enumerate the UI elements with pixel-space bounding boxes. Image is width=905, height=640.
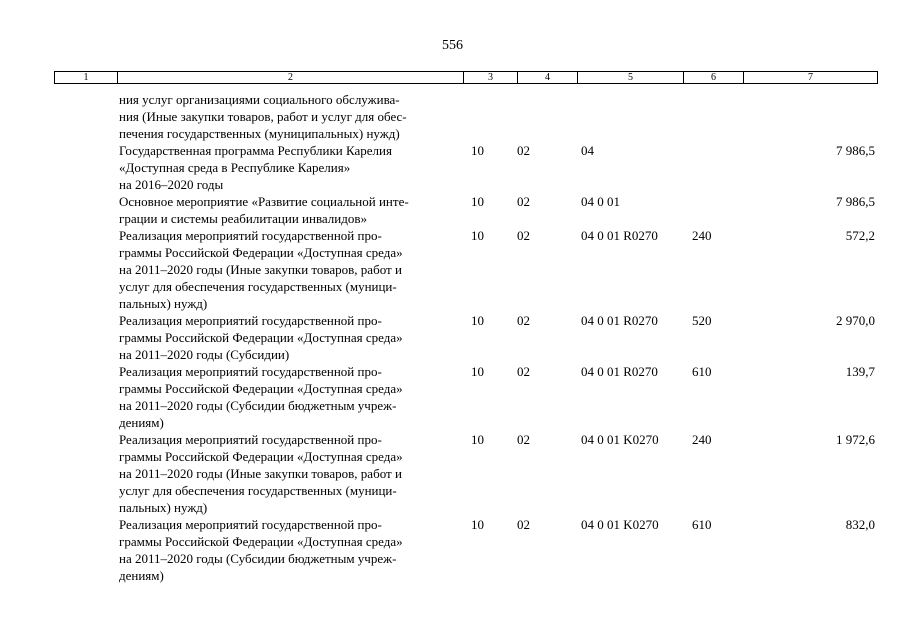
header-cell-2: 2 [117, 72, 463, 83]
row-amount: 2 970,0 [836, 313, 875, 328]
row-expense-type: 610 [692, 364, 712, 379]
row-section: 10 [471, 143, 484, 158]
table-row [0, 91, 905, 142]
row-section: 10 [471, 432, 484, 447]
row-subsection: 02 [517, 517, 530, 532]
row-target-code: 04 0 01 K0270 [581, 432, 659, 447]
row-target-code: 04 0 01 R0270 [581, 313, 658, 328]
row-expense-type: 240 [692, 432, 712, 447]
row-target-code: 04 0 01 K0270 [581, 517, 659, 532]
row-section: 10 [471, 364, 484, 379]
row-description: Реализация мероприятий государственной про- граммы Российской Федерации «Доступная среда» на 2011–2020 годы (Субсидии) [119, 313, 403, 362]
table-row [0, 363, 905, 431]
table-header [54, 71, 878, 84]
header-cell-3: 3 [463, 72, 517, 83]
header-cell-7: 7 [743, 72, 877, 83]
row-target-code: 04 0 01 R0270 [581, 364, 658, 379]
row-subsection: 02 [517, 432, 530, 447]
row-target-code: 04 [581, 143, 594, 158]
row-section: 10 [471, 194, 484, 209]
row-amount: 7 986,5 [836, 194, 875, 209]
row-description: Реализация мероприятий государственной про- граммы Российской Федерации «Доступная среда» на 2011–2020 годы (Иные закупки товаров, работ и услуг для обеспечения государственных (муници- пальных) нужд) [119, 432, 403, 515]
row-amount: 139,7 [845, 364, 875, 379]
row-expense-type: 520 [692, 313, 712, 328]
page-number: 556 [442, 38, 463, 53]
row-description: ния услуг организациями социального обслужива- ния (Иные закупки товаров, работ и услуг для обес- печения государственных (муниципальных) нужд) [119, 92, 407, 141]
table-row [0, 431, 905, 516]
row-amount: 572,2 [845, 228, 875, 243]
row-subsection: 02 [517, 364, 530, 379]
table-row [0, 142, 905, 193]
table-row [0, 312, 905, 363]
row-description: Реализация мероприятий государственной про- граммы Российской Федерации «Доступная среда» на 2011–2020 годы (Субсидии бюджетным учреж- дениям) [119, 364, 403, 430]
table-body [0, 91, 905, 584]
row-expense-type: 610 [692, 517, 712, 532]
header-cell-5: 5 [577, 72, 683, 83]
row-description: Основное мероприятие «Развитие социальной инте- грации и системы реабилитации инвалидов» [119, 194, 409, 226]
header-cell-6: 6 [683, 72, 743, 83]
row-expense-type: 240 [692, 228, 712, 243]
row-section: 10 [471, 228, 484, 243]
row-section: 10 [471, 313, 484, 328]
row-amount: 1 972,6 [836, 432, 875, 447]
table-row [0, 193, 905, 227]
table-row [0, 516, 905, 584]
row-amount: 7 986,5 [836, 143, 875, 158]
row-description: Реализация мероприятий государственной про- граммы Российской Федерации «Доступная среда» на 2011–2020 годы (Субсидии бюджетным учреж- дениям) [119, 517, 403, 583]
row-amount: 832,0 [845, 517, 875, 532]
header-cell-4: 4 [517, 72, 577, 83]
row-description: Государственная программа Республики Карелия «Доступная среда в Республике Карелия» на 2016–2020 годы [119, 143, 392, 192]
row-subsection: 02 [517, 143, 530, 158]
table-row [0, 227, 905, 312]
row-subsection: 02 [517, 313, 530, 328]
header-cell-1: 1 [83, 72, 89, 83]
row-subsection: 02 [517, 194, 530, 209]
row-target-code: 04 0 01 R0270 [581, 228, 658, 243]
row-section: 10 [471, 517, 484, 532]
row-target-code: 04 0 01 [581, 194, 620, 209]
row-subsection: 02 [517, 228, 530, 243]
row-description: Реализация мероприятий государственной про- граммы Российской Федерации «Доступная среда» на 2011–2020 годы (Иные закупки товаров, работ и услуг для обеспечения государственных (муници- пальных) нужд) [119, 228, 403, 311]
